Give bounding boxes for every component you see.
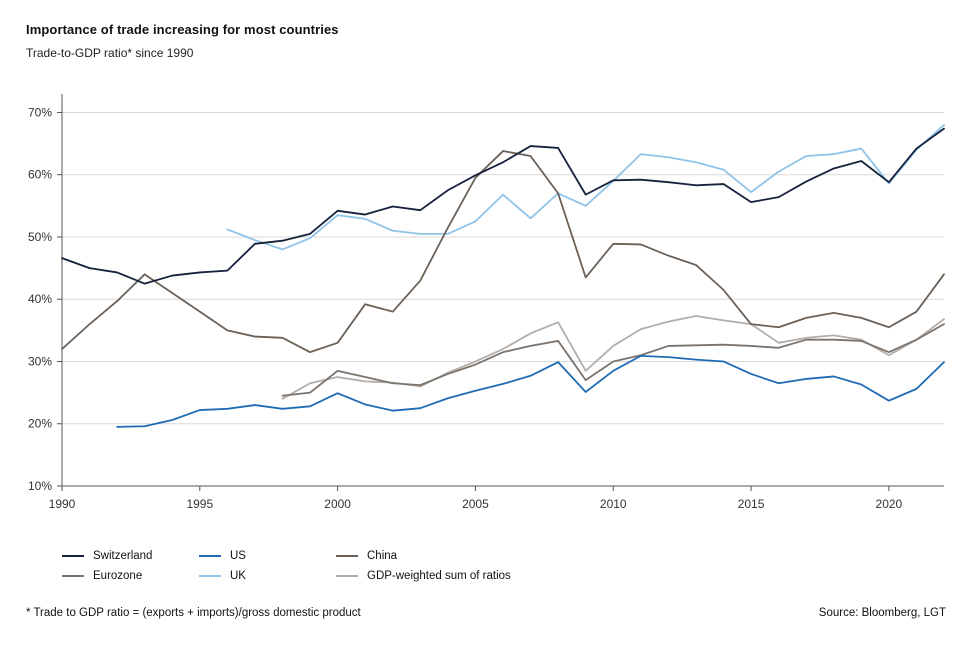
- series-line: [227, 125, 944, 250]
- legend-swatch-icon: [62, 555, 84, 557]
- chart-source: Source: Bloomberg, LGT: [818, 607, 946, 619]
- legend-item-eurozone: [62, 566, 199, 586]
- y-tick-label: 50%: [27, 229, 52, 244]
- chart-footnote: * Trade to GDP ratio = (exports + imports)/gross domestic product: [26, 607, 361, 619]
- chart-subtitle: Trade-to-GDP ratio* since 1990: [26, 46, 194, 60]
- series-line: [117, 356, 944, 427]
- legend-item-uk: [199, 566, 336, 586]
- legend-label: China: [367, 550, 398, 562]
- x-tick-label: 2020: [875, 497, 903, 511]
- legend-label: Switzerland: [93, 550, 153, 562]
- x-tick-label: 1990: [48, 497, 76, 511]
- y-tick-label: 30%: [27, 354, 52, 369]
- legend-row-1: [62, 546, 682, 566]
- x-tick-label: 2005: [462, 497, 489, 511]
- legend-row-2: [62, 566, 682, 586]
- series-line: [62, 151, 944, 352]
- legend-label: GDP-weighted sum of ratios: [367, 570, 511, 582]
- y-tick-label: 10%: [27, 479, 52, 493]
- x-tick-label: 1995: [186, 497, 214, 511]
- x-tick-label: 2015: [737, 497, 765, 511]
- series-line: [283, 324, 945, 396]
- legend-swatch-icon: [199, 575, 221, 577]
- legend-swatch-icon: [62, 575, 84, 577]
- x-tick-label: 2010: [599, 497, 627, 511]
- legend-swatch-icon: [336, 555, 358, 557]
- legend-label: US: [230, 550, 246, 562]
- y-tick-label: 70%: [27, 105, 52, 120]
- chart-legend: [62, 546, 682, 586]
- y-tick-label: 60%: [27, 167, 52, 182]
- legend-swatch-icon: [336, 575, 358, 577]
- legend-label: Eurozone: [93, 570, 143, 582]
- legend-item-us: [199, 546, 336, 566]
- series-line: [283, 316, 945, 399]
- legend-swatch-icon: [199, 555, 221, 557]
- page-title: Importance of trade increasing for most countries: [26, 22, 339, 37]
- legend-item-switzerland: [62, 546, 199, 566]
- legend-item-gdp-weighted-sum: [336, 566, 536, 586]
- x-tick-label: 2000: [324, 497, 351, 511]
- legend-item-china: [336, 546, 536, 566]
- y-tick-label: 20%: [27, 416, 52, 431]
- legend-label: UK: [230, 570, 246, 582]
- y-tick-label: 40%: [27, 292, 52, 307]
